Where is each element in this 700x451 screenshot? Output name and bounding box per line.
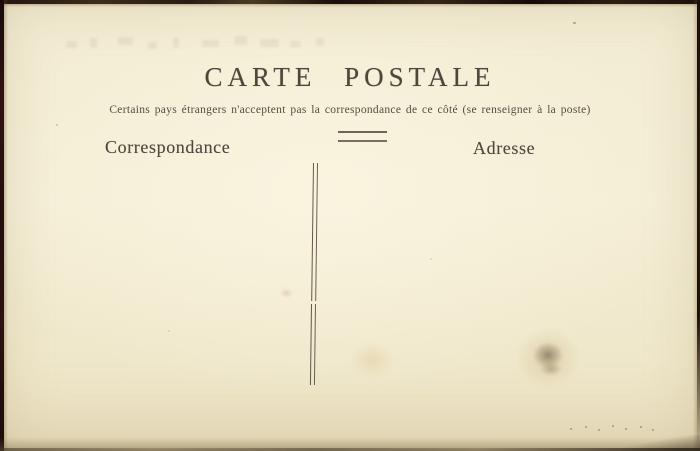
- stain-dark-core: [533, 342, 563, 368]
- handwriting-mark: [234, 36, 247, 45]
- faint-dot: [570, 428, 572, 430]
- paper-speck: [430, 258, 432, 260]
- faint-dot: [640, 426, 642, 428]
- paper-speck: [168, 330, 170, 332]
- handwriting-mark: [148, 42, 157, 49]
- routing-notice: Certains pays étrangers n'acceptent pas la correspondance de ce côté (se renseigner à la poste): [109, 104, 591, 116]
- faint-handwriting-trace: [60, 33, 340, 55]
- faint-print-dots: [565, 423, 660, 435]
- paper-speck: [573, 22, 576, 24]
- faint-dot: [625, 428, 627, 430]
- stain-halo: [516, 328, 580, 388]
- handwriting-mark: [118, 37, 133, 45]
- faint-dot: [585, 426, 587, 428]
- bottom-right-corner-shadow: [622, 435, 700, 451]
- handwriting-mark: [202, 40, 219, 47]
- correspondence-label: Correspondance: [105, 137, 231, 157]
- divider-equals-mark: [338, 131, 387, 142]
- card-top-edge-shadow: [0, 4, 700, 7]
- center-divider-line-lower: [310, 304, 316, 385]
- paper-speck: [56, 124, 58, 126]
- stain-tan: [350, 342, 394, 378]
- faint-dot: [598, 429, 600, 431]
- center-divider-line-upper: [311, 163, 318, 301]
- handwriting-mark: [173, 37, 179, 48]
- handwriting-mark: [290, 41, 301, 47]
- card-title: CARTE POSTALE: [204, 62, 496, 92]
- stain-tail: [540, 362, 562, 376]
- address-label: Adresse: [473, 138, 536, 158]
- stain-small-pink: [280, 288, 293, 298]
- faint-dot: [612, 425, 614, 427]
- handwriting-mark: [90, 38, 97, 48]
- faint-dot: [652, 429, 654, 431]
- handwriting-mark: [316, 38, 324, 46]
- handwriting-mark: [260, 39, 279, 47]
- handwriting-mark: [66, 41, 77, 48]
